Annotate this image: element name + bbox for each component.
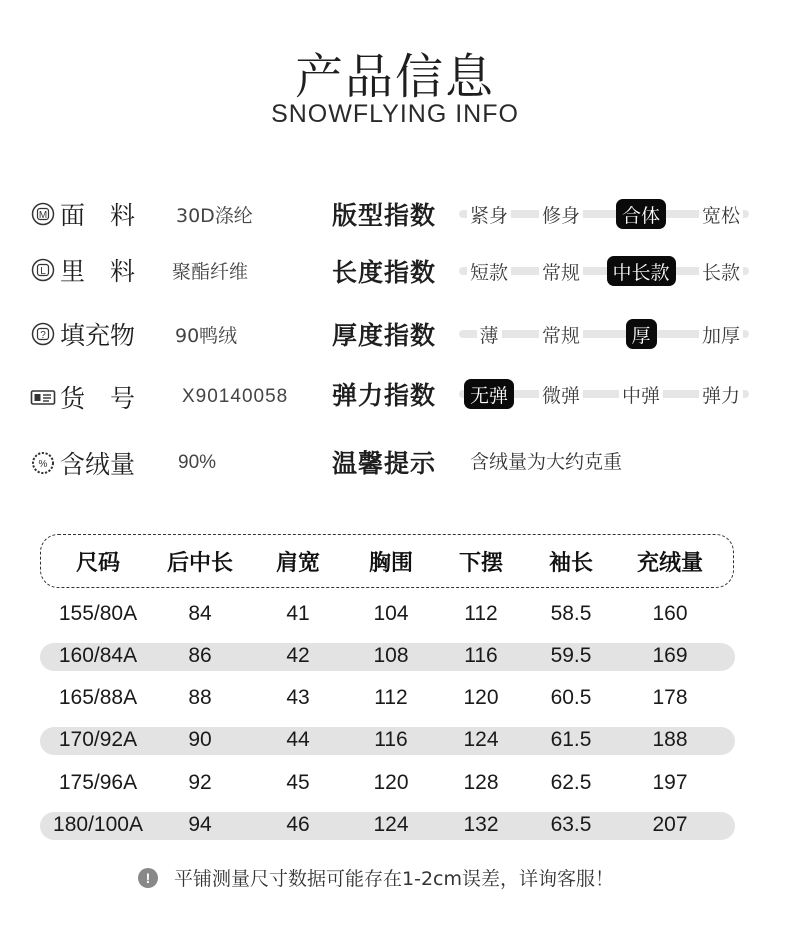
- table-header-cell: 后中长: [166, 551, 233, 576]
- index-option-selected: 中长款: [607, 256, 676, 286]
- table-cell: 170/92A: [58, 728, 138, 751]
- table-cell: 58.5: [550, 602, 592, 625]
- table-cell: 63.5: [550, 813, 592, 836]
- index-option: 紧身: [467, 199, 511, 229]
- table-cell: 46: [286, 813, 310, 836]
- table-cell: 45: [286, 771, 310, 794]
- index-option: 常规: [539, 256, 583, 286]
- index-option: 微弹: [539, 379, 583, 409]
- info-lining: [30, 254, 249, 286]
- filling-label: 填充物: [60, 321, 136, 350]
- table-cell: 124: [463, 728, 499, 751]
- tip-title: 温馨提示: [332, 449, 437, 478]
- index-option-selected: 无弹: [464, 379, 514, 409]
- table-cell: 169: [652, 644, 688, 667]
- table-cell: 59.5: [550, 644, 592, 667]
- table-cell: 62.5: [550, 771, 592, 794]
- table-cell: 128: [463, 771, 499, 794]
- index-option: 薄: [477, 319, 502, 349]
- index-option: 中弹: [619, 379, 663, 409]
- tip-text: 含绒量为大约克重: [470, 451, 623, 473]
- table-cell: 178: [652, 686, 688, 709]
- table-header-cell: 充绒量: [636, 551, 703, 576]
- table-cell: 160: [652, 602, 688, 625]
- table-cell: 60.5: [550, 686, 592, 709]
- table-cell: 112: [374, 686, 408, 709]
- table-header-cell: 胸围: [368, 551, 413, 576]
- table-cell: 61.5: [550, 728, 592, 751]
- table-header-cell: 尺码: [75, 551, 120, 576]
- table-cell: 207: [652, 813, 688, 836]
- index-option: 加厚: [699, 319, 743, 349]
- table-cell: 116: [464, 644, 498, 667]
- info-fabric: [30, 198, 253, 230]
- item-no-label: 货 号: [60, 384, 136, 413]
- exclamation-icon: !: [138, 868, 158, 888]
- note-text: 平铺测量尺寸数据可能存在1-2cm误差，详询客服！: [174, 868, 614, 890]
- measurement-note: [138, 864, 614, 891]
- index-option: 弹力: [699, 379, 743, 409]
- table-cell: 41: [286, 602, 310, 625]
- table-cell: 160/84A: [58, 644, 138, 667]
- index-option: 短款: [467, 256, 511, 286]
- table-cell: 188: [652, 728, 688, 751]
- table-header-cell: 下摆: [458, 551, 503, 576]
- table-cell: 120: [463, 686, 499, 709]
- fabric-label: 面 料: [60, 201, 136, 230]
- index-option-selected: 合体: [616, 199, 666, 229]
- lining-label: 里 料: [60, 257, 136, 286]
- svg-text:%: %: [38, 459, 48, 470]
- table-cell: 124: [373, 813, 409, 836]
- table-cell: 165/88A: [58, 686, 138, 709]
- table-cell: 84: [188, 602, 212, 625]
- item-no-value: X90140058: [182, 386, 289, 407]
- fabric-value: 30D涤纶: [176, 204, 253, 227]
- table-header-cell: 肩宽: [275, 551, 320, 576]
- down-content-value: 90%: [178, 452, 217, 473]
- question-icon: [30, 321, 56, 347]
- table-cell: 116: [374, 728, 408, 751]
- table-cell: 42: [286, 644, 310, 667]
- svg-text:?: ?: [40, 330, 46, 341]
- index-title: 弹力指数: [332, 381, 437, 410]
- index-title: 厚度指数: [332, 321, 437, 350]
- table-cell: 90: [188, 728, 212, 751]
- table-cell: 155/80A: [58, 602, 138, 625]
- index-option: 宽松: [699, 199, 743, 229]
- table-cell: 180/100A: [53, 813, 143, 836]
- down-content-label: 含绒量: [60, 450, 136, 479]
- info-down-content: [30, 447, 217, 479]
- table-cell: 43: [286, 686, 310, 709]
- index-title: 长度指数: [332, 258, 437, 287]
- lining-value: 聚酯纤维: [172, 260, 249, 283]
- id-card-icon: [30, 384, 56, 410]
- index-option: 修身: [539, 199, 583, 229]
- table-cell: 94: [188, 813, 212, 836]
- percent-icon: [30, 450, 56, 476]
- table-cell: 175/96A: [58, 771, 138, 794]
- svg-text:L: L: [40, 266, 46, 277]
- table-cell: 132: [463, 813, 499, 836]
- table-cell: 88: [188, 686, 212, 709]
- svg-text:M: M: [38, 210, 48, 221]
- table-cell: 112: [464, 602, 498, 625]
- filling-value: 90鸭绒: [175, 324, 238, 347]
- index-option: 常规: [539, 319, 583, 349]
- table-cell: 197: [652, 771, 688, 794]
- page-subtitle: SNOWFLYING INFO: [271, 100, 519, 128]
- index-option: 长款: [699, 256, 743, 286]
- letter-l-icon: [30, 257, 56, 283]
- letter-m-icon: [30, 201, 56, 227]
- info-filling: [30, 318, 238, 350]
- table-cell: 44: [286, 728, 310, 751]
- table-header-cell: 袖长: [548, 551, 593, 576]
- table-cell: 104: [373, 602, 409, 625]
- table-cell: 92: [188, 771, 212, 794]
- table-cell: 108: [373, 644, 409, 667]
- table-cell: 120: [373, 771, 409, 794]
- table-cell: 86: [188, 644, 212, 667]
- page-title: 产品信息: [294, 49, 495, 105]
- index-title: 版型指数: [332, 201, 437, 230]
- index-option-selected: 厚: [626, 319, 657, 349]
- info-item-no: [30, 381, 289, 413]
